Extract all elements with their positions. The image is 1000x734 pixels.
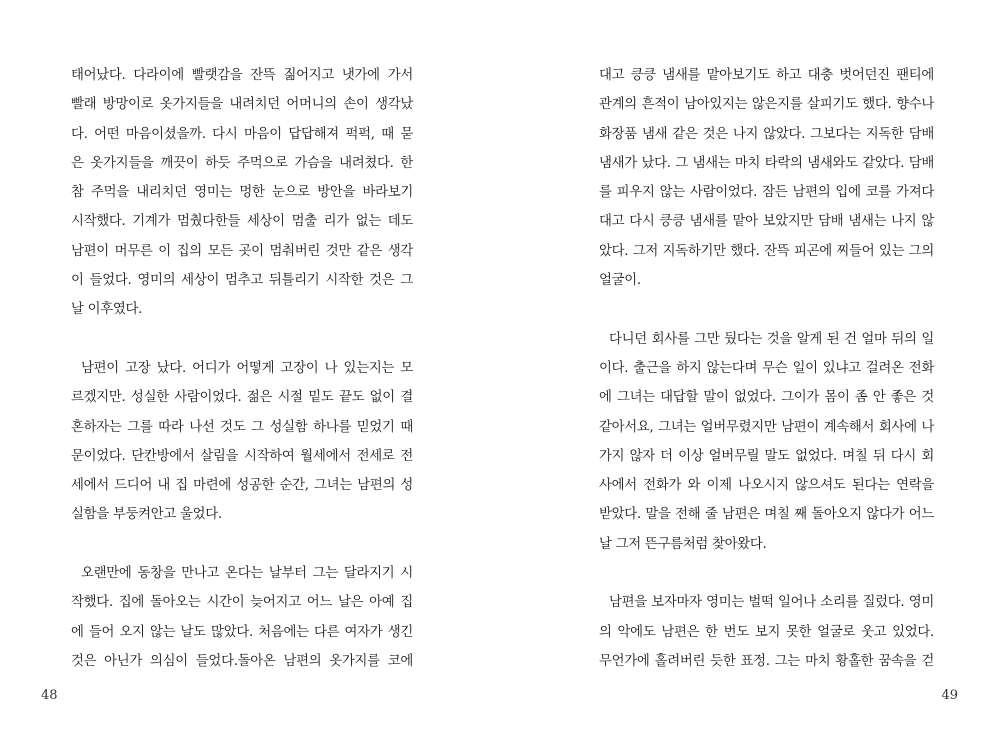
text-line: 의 악에도 남편은 한 번도 보지 못한 얼굴로 웃고 있었다. — [599, 624, 934, 640]
text-line: 남편을 보자마자 영미는 벌떡 일어나 소리를 질렀다. 영미 — [609, 595, 934, 611]
text-line: 시작했다. 기계가 멈췄다한들 세상이 멈출 리가 없는 데도 — [71, 214, 413, 230]
text-line: 대고 킁킁 냄새를 맡아보기도 하고 대충 벗어던진 팬티에 — [599, 68, 934, 83]
text-line: 화장품 냄새 같은 것은 나지 않았다. 그보다는 지독한 담배 — [599, 126, 934, 142]
text-line: 세에서 드디어 내 집 마련에 성공한 순간, 그녀는 남편의 성 — [71, 478, 413, 494]
text-line: 르겠지만. 성실한 사람이었다. 젊은 시절 밑도 끝도 없이 결 — [71, 390, 413, 406]
text-line: 얼굴이. — [599, 273, 641, 289]
text-line: 받았다. 말을 전해 줄 남편은 며칠 째 돌아오지 않다가 어느 — [599, 507, 934, 523]
text-line: 다. 어떤 마음이셨을까. 다시 마음이 답답해져 퍽퍽, 때 묻 — [71, 126, 413, 142]
text-line: 빨래 방망이로 옷가지들을 내려치던 어머니의 손이 생각났 — [71, 97, 413, 113]
paragraph — [599, 325, 934, 559]
page-number: 49 — [941, 688, 958, 703]
text-line: 남편이 머무른 이 집의 모든 곳이 멈춰버린 것만 같은 생각 — [71, 243, 413, 259]
text-line: 에 들어 오지 않는 날도 많았다. 처음에는 다른 여자가 생긴 — [71, 624, 413, 640]
text-line: 에 그녀는 대답할 말이 없었다. 그이가 몸이 좀 안 좋은 것 — [599, 390, 934, 406]
text-line: 같아서요, 그녀는 얼버무렸지만 남편이 계속해서 회사에 나 — [599, 419, 934, 435]
paragraph-gap — [599, 559, 934, 588]
paragraph — [71, 559, 413, 676]
paragraph — [599, 588, 934, 676]
text-line: 다니던 회사를 그만 뒀다는 것을 알게 된 건 얼마 뒤의 일 — [609, 331, 934, 347]
left-page-text — [71, 61, 413, 676]
text-line: 은 옷가지들을 깨끗이 하듯 주먹으로 가슴을 내려쳤다. 한 — [71, 155, 413, 171]
text-line: 사에서 전화가 와 이제 나오시지 않으셔도 된다는 연락을 — [599, 478, 934, 494]
text-line: 대고 다시 킁킁 냄새를 맡아 보았지만 담배 냄새는 나지 않 — [599, 214, 934, 230]
text-line: 날 이후였다. — [71, 302, 143, 318]
text-line: 가지 않자 더 이상 얼버무릴 말도 없었다. 며칠 뒤 다시 회 — [599, 448, 934, 464]
paragraph-gap — [71, 530, 413, 559]
right-page-text — [599, 61, 934, 676]
text-line: 오랜만에 동창을 만나고 온다는 날부터 그는 달라지기 시 — [81, 566, 413, 582]
text-line: 를 피우지 않는 사람이었다. 잠든 남편의 입에 코를 가져다 — [599, 185, 934, 201]
page-number: 48 — [41, 688, 58, 703]
text-line: 무언가에 홀려버린 듯한 표정. 그는 마치 황홀한 꿈속을 걷 — [599, 653, 934, 669]
right-page — [500, 0, 1000, 734]
paragraph — [599, 61, 934, 295]
text-line: 이다. 출근을 하지 않는다며 무슨 일이 있냐고 걸려온 전화 — [599, 360, 934, 376]
paragraph-gap — [71, 325, 413, 354]
text-line: 작했다. 집에 돌아오는 시간이 늦어지고 어느 날은 아예 집 — [71, 595, 413, 611]
paragraph — [71, 61, 413, 325]
text-line: 이 들었다. 영미의 세상이 멈추고 뒤틀리기 시작한 것은 그 — [71, 273, 413, 289]
paragraph — [71, 354, 413, 530]
text-line: 았다. 그저 지독하기만 했다. 잔뜩 피곤에 찌들어 있는 그의 — [599, 243, 934, 259]
text-line: 것은 아닌가 의심이 들었다.돌아온 남편의 옷가지를 코에 — [71, 653, 413, 669]
text-line: 냄새가 났다. 그 냄새는 마치 타락의 냄새와도 같았다. 담배 — [599, 155, 934, 171]
text-line: 문이었다. 단칸방에서 살림을 시작하여 월세에서 전세로 전 — [71, 448, 413, 464]
text-line: 혼하자는 그를 따라 나선 것도 그 성실함 하나를 믿었기 때 — [71, 419, 413, 435]
text-line: 날 그저 뜬구름처럼 찾아왔다. — [599, 536, 767, 552]
text-line: 관계의 흔적이 남아있지는 않은지를 살피기도 했다. 향수나 — [599, 97, 934, 113]
text-line: 태어났다. 다라이에 빨랫감을 잔뜩 짊어지고 냇가에 가서 — [71, 68, 413, 83]
text-line: 참 주먹을 내리치던 영미는 멍한 눈으로 방안을 바라보기 — [71, 185, 413, 201]
text-line: 실함을 부둥켜안고 울었다. — [71, 507, 222, 523]
paragraph-gap — [599, 295, 934, 324]
text-line: 남편이 고장 났다. 어디가 어떻게 고장이 나 있는지는 모 — [81, 360, 413, 376]
